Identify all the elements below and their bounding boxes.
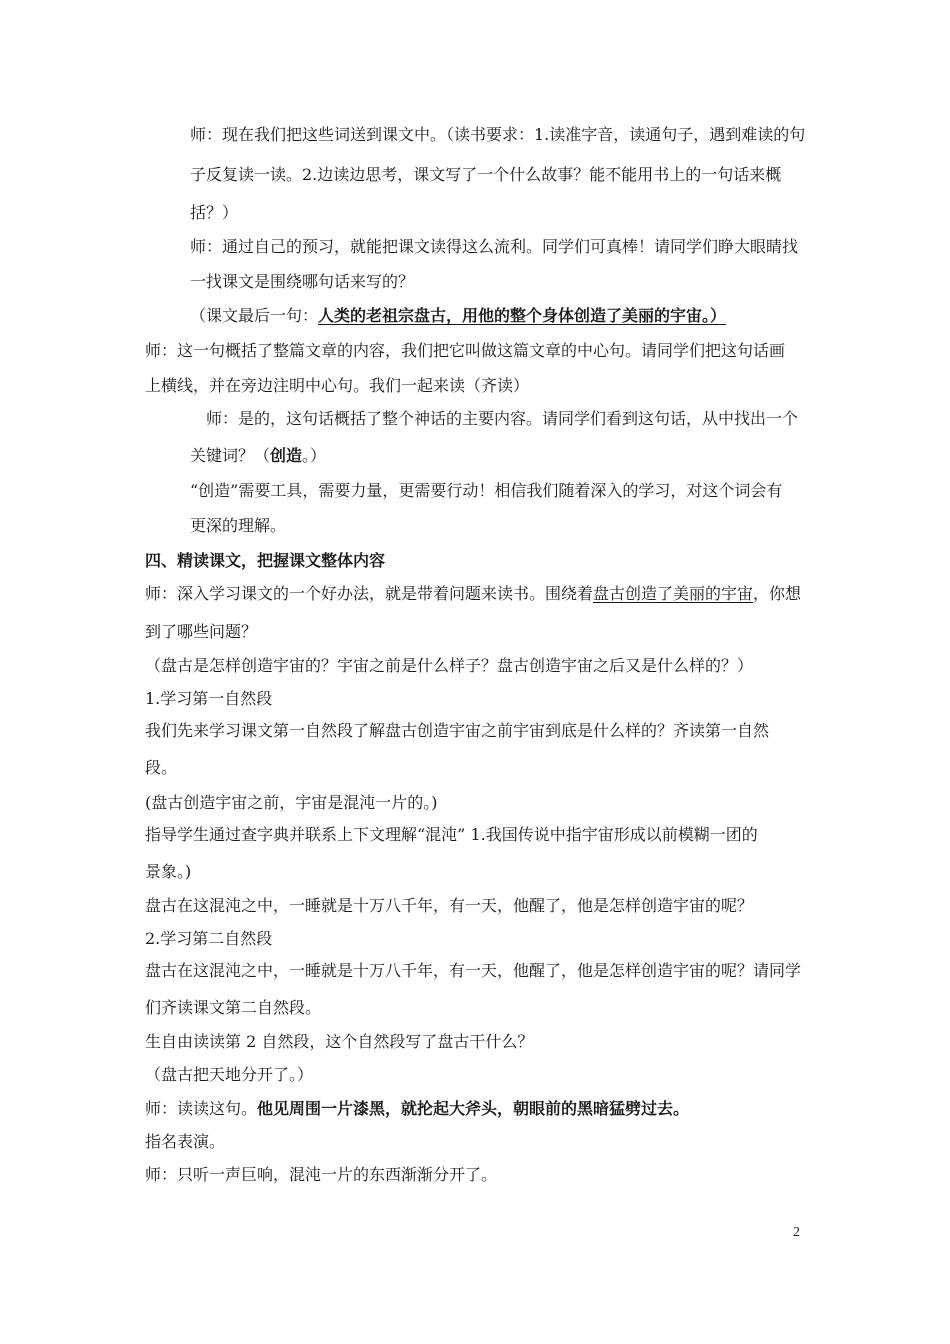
text-line: (盘古创造宇宙之前，宇宙是混沌一片的。) xyxy=(145,793,438,812)
quoted-sentence-emphasis: 他见周围一片漆黑，就抡起大斧头，朝眼前的黑暗猛劈过去。 xyxy=(257,1099,690,1118)
text-line: 师：现在我们把这些词送到课文中。（读书要求：1.读准字音，读通句子，遇到难读的句 xyxy=(190,125,806,144)
text-line: 段。 xyxy=(145,758,178,777)
text-line: 景象。) xyxy=(145,862,192,881)
text-prefix: （课文最后一句： xyxy=(190,306,319,325)
text-line: 指名表演。 xyxy=(145,1132,226,1151)
keyword-emphasis: 创造 xyxy=(270,446,303,465)
text-line: 更深的理解。 xyxy=(190,516,287,535)
text-suffix: ，你想 xyxy=(753,584,802,603)
section-heading: 四、精读课文，把握课文整体内容 xyxy=(145,551,386,570)
text-line: 生自由读读第 2 自然段，这个自然段写了盘古干什么？ xyxy=(145,1032,534,1051)
page-number: 2 xyxy=(793,1225,800,1240)
text-line: “创造”需要工具，需要力量，更需要行动！相信我们随着深入的学习，对这个词会有 xyxy=(190,481,783,500)
text-line: 师：这一句概括了整篇文章的内容，我们把它叫做这篇文章的中心句。请同学们把这句话画 xyxy=(145,341,786,360)
central-sentence-emphasis: 人类的老祖宗盘古，用他的整个身体创造了美丽的宇宙。） xyxy=(318,306,727,325)
text-line xyxy=(145,1098,689,1120)
central-sentence xyxy=(190,305,726,327)
text-line: 们齐读课文第二自然段。 xyxy=(145,998,322,1017)
text-line: 到了哪些问题？ xyxy=(145,622,258,641)
text-line: 师：是的，这句话概括了整个神话的主要内容。请同学们看到这句话，从中找出一个 xyxy=(206,409,799,428)
text-line: 子反复读一读。2.边读边思考，课文写了一个什么故事？能不能用书上的一句话来概 xyxy=(190,165,782,184)
text-line: 上横线，并在旁边注明中心句。我们一起来读（齐读） xyxy=(145,376,530,395)
text-line: 指导学生通过查字典并联系上下文理解“混沌” 1.我国传说中指宇宙形成以前模糊一团的 xyxy=(145,825,758,844)
text-prefix: 关键词？（ xyxy=(190,446,271,465)
text-line: 括？） xyxy=(190,203,239,222)
text-line: 师：通过自己的预习，就能把课文读得这么流利。同学们可真棒！请同学们睁大眼睛找 xyxy=(190,237,799,256)
underlined-phrase: 盘古创造了美丽的宇宙 xyxy=(593,584,754,603)
text-line: （盘古把天地分开了。） xyxy=(145,1065,314,1084)
subsection-heading: 1.学习第一自然段 xyxy=(145,689,273,708)
text-line: 我们先来学习课文第一自然段了解盘古创造宇宙之前宇宙到底是什么样的？齐读第一自然 xyxy=(145,721,770,740)
text-line xyxy=(190,445,326,467)
text-line: （盘古是怎样创造宇宙的？宇宙之前是什么样子？盘古创造宇宙之后又是什么样的？） xyxy=(145,656,754,675)
text-line: 一找课文是围绕哪句话来写的？ xyxy=(190,272,415,291)
subsection-heading: 2.学习第二自然段 xyxy=(145,929,273,948)
text-line: 师：只听一声巨响，混沌一片的东西渐渐分开了。 xyxy=(145,1165,498,1184)
text-line: 盘古在这混沌之中，一睡就是十万八千年，有一天，他醒了，他是怎样创造宇宙的呢？请同学 xyxy=(145,961,802,980)
text-prefix: 师：读读这句。 xyxy=(145,1099,258,1118)
text-line xyxy=(145,583,801,605)
text-prefix: 师：深入学习课文的一个好办法，就是带着问题来读书。围绕着 xyxy=(145,584,594,603)
text-suffix: 。） xyxy=(302,446,327,465)
text-line: 盘古在这混沌之中，一睡就是十万八千年，有一天，他醒了，他是怎样创造宇宙的呢？ xyxy=(145,896,754,915)
